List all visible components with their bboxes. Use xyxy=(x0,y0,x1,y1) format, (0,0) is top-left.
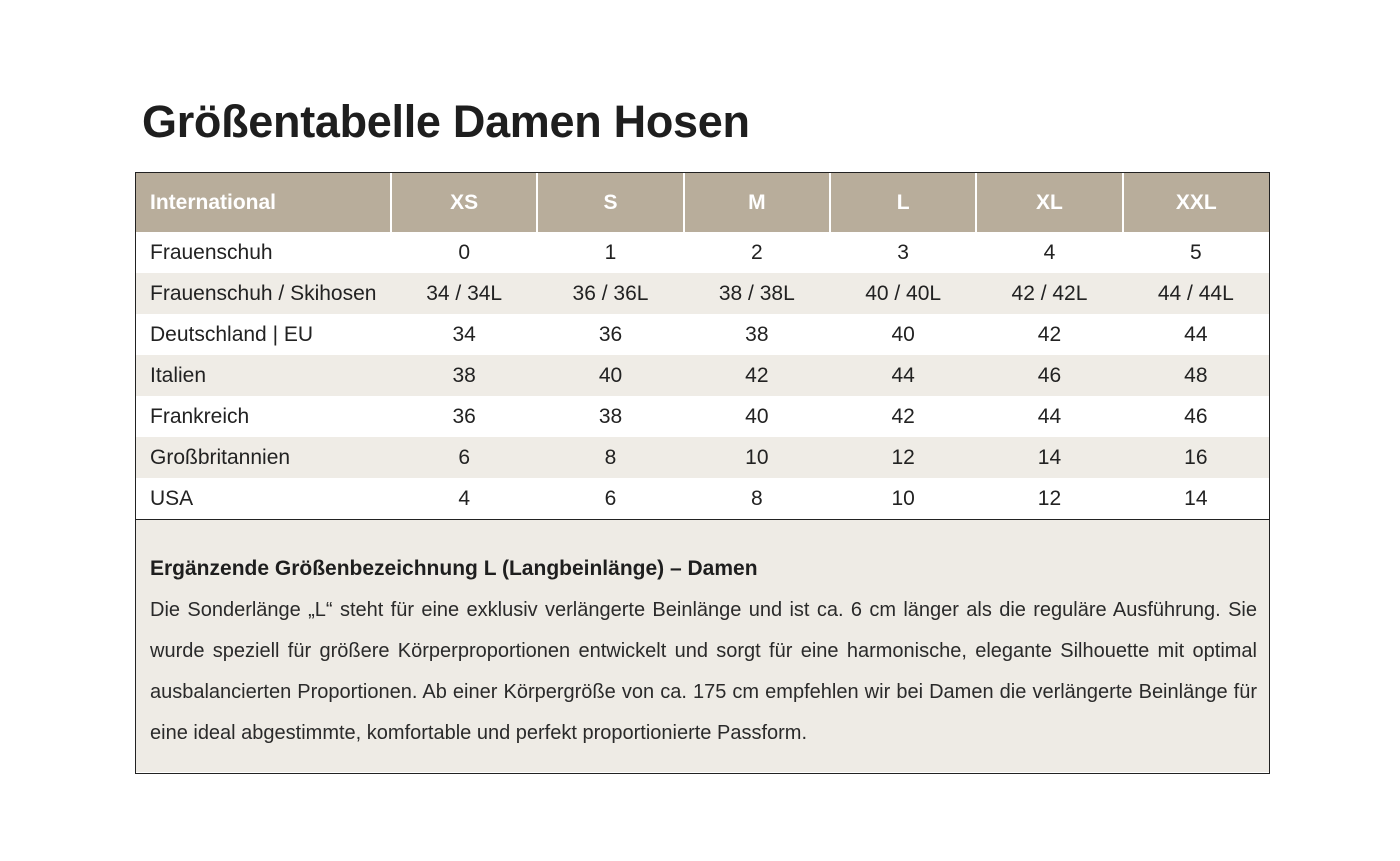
table-cell: 3 xyxy=(830,232,976,273)
table-cell: 14 xyxy=(1123,478,1269,519)
table-cell: 36 xyxy=(391,396,537,437)
table-cell: 38 xyxy=(684,314,830,355)
header-size-l: L xyxy=(830,173,976,232)
header-international: International xyxy=(136,173,391,232)
size-chart xyxy=(135,172,1270,774)
table-cell: 38 / 38L xyxy=(684,273,830,314)
table-cell: 42 xyxy=(976,314,1122,355)
table-cell: 10 xyxy=(830,478,976,519)
table-cell: 42 xyxy=(830,396,976,437)
row-label: USA xyxy=(136,478,391,519)
table-cell: 48 xyxy=(1123,355,1269,396)
size-table xyxy=(136,173,1269,519)
table-cell: 46 xyxy=(976,355,1122,396)
table-cell: 34 / 34L xyxy=(391,273,537,314)
table-cell: 12 xyxy=(976,478,1122,519)
table-row xyxy=(136,314,1269,355)
table-row xyxy=(136,232,1269,273)
table-cell: 6 xyxy=(537,478,683,519)
table-row xyxy=(136,478,1269,519)
table-cell: 8 xyxy=(537,437,683,478)
table-cell: 14 xyxy=(976,437,1122,478)
header-size-xl: XL xyxy=(976,173,1122,232)
table-row xyxy=(136,396,1269,437)
table-cell: 38 xyxy=(391,355,537,396)
table-row xyxy=(136,437,1269,478)
table-cell: 1 xyxy=(537,232,683,273)
table-cell: 4 xyxy=(391,478,537,519)
table-cell: 36 xyxy=(537,314,683,355)
table-cell: 12 xyxy=(830,437,976,478)
row-label: Italien xyxy=(136,355,391,396)
row-label: Deutschland | EU xyxy=(136,314,391,355)
table-cell: 40 xyxy=(684,396,830,437)
table-cell: 40 / 40L xyxy=(830,273,976,314)
table-cell: 38 xyxy=(537,396,683,437)
note-title: Ergänzende Größenbezeichnung L (Langbeinlänge) – Damen xyxy=(150,557,758,580)
table-cell: 6 xyxy=(391,437,537,478)
table-cell: 34 xyxy=(391,314,537,355)
row-label: Großbritannien xyxy=(136,437,391,478)
table-cell: 36 / 36L xyxy=(537,273,683,314)
table-cell: 44 / 44L xyxy=(1123,273,1269,314)
row-label: Frauenschuh xyxy=(136,232,391,273)
table-cell: 44 xyxy=(1123,314,1269,355)
table-header-row xyxy=(136,173,1269,232)
table-cell: 42 / 42L xyxy=(976,273,1122,314)
table-cell: 42 xyxy=(684,355,830,396)
table-cell: 4 xyxy=(976,232,1122,273)
table-row xyxy=(136,273,1269,314)
table-cell: 0 xyxy=(391,232,537,273)
table-cell: 46 xyxy=(1123,396,1269,437)
table-cell: 40 xyxy=(830,314,976,355)
table-row xyxy=(136,355,1269,396)
note-text: Die Sonderlänge „L“ steht für eine exklusiv verlängerte Beinlänge und ist ca. 6 cm länger als die reguläre Ausführung. Sie wurde speziell für größere Körperproportionen entwickelt und sorgt für eine harmonische, elegante Silhouette mit optimal ausbalancierten Proportionen. Ab einer Körpergröße von ca. 175 cm empfehlen wir bei Damen die verlängerte Beinlänge für eine ideal abgestimmte, komfortable und perfekt proportionierte Passform. xyxy=(150,599,1257,744)
table-cell: 40 xyxy=(537,355,683,396)
table-cell: 10 xyxy=(684,437,830,478)
table-cell: 44 xyxy=(830,355,976,396)
header-size-xs: XS xyxy=(391,173,537,232)
row-label: Frauenschuh / Skihosen xyxy=(136,273,391,314)
header-size-m: M xyxy=(684,173,830,232)
table-cell: 2 xyxy=(684,232,830,273)
length-note xyxy=(136,519,1269,772)
row-label: Frankreich xyxy=(136,396,391,437)
table-cell: 8 xyxy=(684,478,830,519)
header-size-s: S xyxy=(537,173,683,232)
table-cell: 44 xyxy=(976,396,1122,437)
header-size-xxl: XXL xyxy=(1123,173,1269,232)
table-cell: 5 xyxy=(1123,232,1269,273)
page-title: Größentabelle Damen Hosen xyxy=(142,96,750,147)
table-cell: 16 xyxy=(1123,437,1269,478)
